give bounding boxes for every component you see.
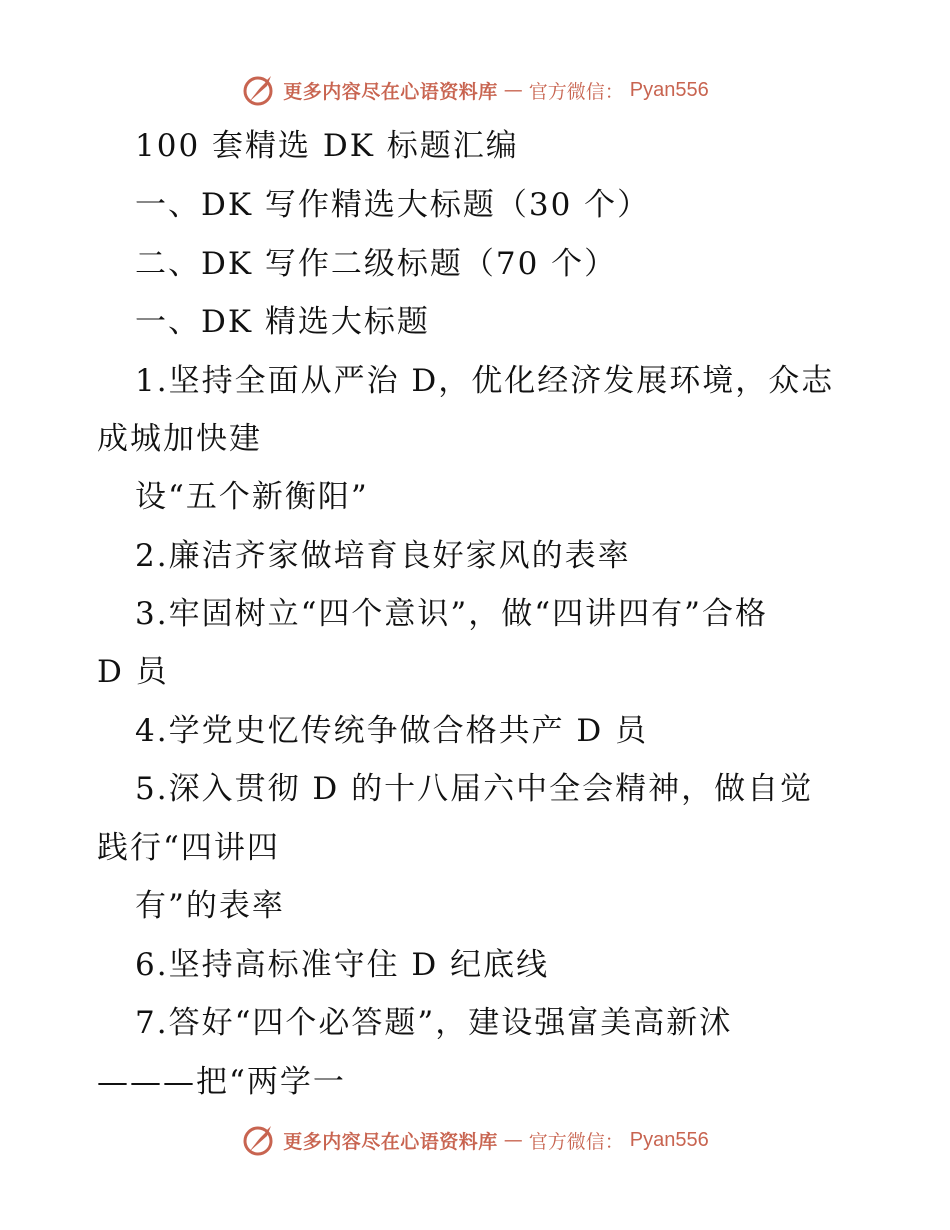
quill-logo-icon xyxy=(241,1122,277,1158)
doc-line: 6.坚持高标准守住 D 纪底线 xyxy=(135,947,550,983)
footer-banner xyxy=(0,1120,950,1160)
doc-line: ———把“两学一 xyxy=(97,1064,346,1100)
banner-wechat-id: Pyan556 xyxy=(629,1128,709,1151)
doc-toc-line-1: 一、DK 写作精选大标题（30 个） xyxy=(135,187,651,223)
doc-line: 践行“四讲四 xyxy=(97,830,280,866)
banner-site-text: 更多内容尽在心语资料库 xyxy=(283,80,498,103)
doc-line: D 员 xyxy=(97,654,169,690)
banner-wechat-id: Pyan556 xyxy=(629,78,709,101)
doc-line: 设“五个新衡阳” xyxy=(135,479,369,515)
doc-line: 有”的表率 xyxy=(135,888,285,924)
doc-line: 3.牢固树立“四个意识”，做“四讲四有”合格 xyxy=(135,596,768,632)
doc-line: 7.答好“四个必答题”，建设强富美高新沭 xyxy=(135,1005,733,1041)
doc-line: 4.学党史忆传统争做合格共产 D 员 xyxy=(135,713,649,749)
banner-separator: — xyxy=(503,1129,523,1151)
doc-title: 100 套精选 DK 标题汇编 xyxy=(135,128,519,164)
header-banner xyxy=(0,70,950,110)
doc-line: 5.深入贯彻 D 的十八届六中全会精神，做自觉 xyxy=(135,771,814,807)
doc-line: 2.廉洁齐家做培育良好家风的表率 xyxy=(135,538,631,574)
doc-line: 成城加快建 xyxy=(97,421,262,457)
doc-line: 1.坚持全面从严治 D，优化经济发展环境，众志 xyxy=(135,363,835,399)
banner-site-text: 更多内容尽在心语资料库 xyxy=(283,1130,498,1153)
banner-separator: — xyxy=(503,79,523,101)
quill-logo-icon xyxy=(241,72,277,108)
banner-wechat-label: 官方微信： xyxy=(528,1130,624,1153)
banner-wechat-label: 官方微信： xyxy=(528,80,624,103)
doc-toc-line-2: 二、DK 写作二级标题（70 个） xyxy=(135,246,618,282)
section-heading: 一、DK 精选大标题 xyxy=(135,304,430,340)
